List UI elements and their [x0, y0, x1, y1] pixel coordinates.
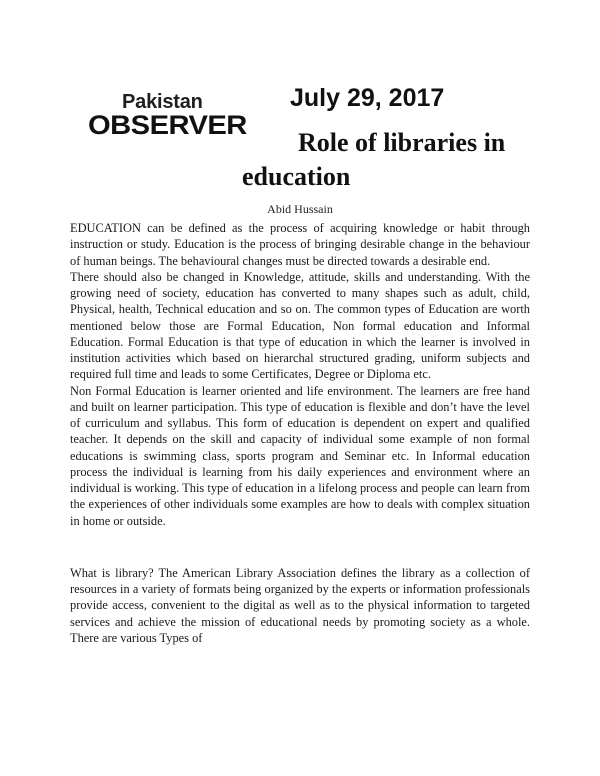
paragraph-spacer: [70, 529, 530, 545]
publication-date: July 29, 2017: [290, 84, 445, 112]
article-body: [70, 220, 530, 646]
article-title-line-1: Role of libraries in: [298, 128, 506, 157]
logo-line-observer: OBSERVER: [88, 110, 247, 140]
logo-line-pakistan: Pakistan: [122, 91, 203, 113]
paragraph-2: There should also be changed in Knowledge, attitude, skills and understanding. With the growing need of society, education has converted to many shapes such as adult, child, Physical, health, Technical education and so on. The common types of Education are worth mentioned below those are Formal Education, Non formal education and Informal Education. Formal Education is that type of education in which the learner is involved in institution activities which based on hierarchal structured grading, uniform subjects and required full time and leads to some Certificates, Degree or Diploma etc.: [70, 269, 530, 382]
article-title-line-2: education: [242, 162, 351, 191]
paragraph-3: Non Formal Education is learner oriented and life environment. The learners are free hand and built on learner participation. This type of education is flexible and don’t have the level of curriculum and syllabus. This form of education is dependent on expert and qualified teacher. It depends on the skill and capacity of individual some example of non formal educations is swimming class, sports program and Seminar etc. In Informal education process the individual is learning from his daily experiences and environment where an individual is working. This type of education in a lifelong process and people can learn from the experiences of other individuals some examples are how to deals with complex situation in home or outside.: [70, 383, 530, 528]
paragraph-1: EDUCATION can be defined as the process of acquiring knowledge or habit through instruction or study. Education is the process of bringing desirable change in the behaviour of human beings. The behavioural changes must be directed towards a desirable end.: [70, 221, 530, 268]
paragraph-4: What is library? The American Library Association defines the library as a collection of resources in a variety of formats being organized by the experts or information professionals provide access, convenient to the digital as well as to the physical information to targeted services and achieve the mission of educational needs by promoting society as a whole. There are various Types of: [70, 565, 530, 645]
article-title: [242, 126, 562, 194]
paragraph-spacer: [70, 545, 530, 565]
article-author: Abid Hussain: [267, 202, 333, 216]
